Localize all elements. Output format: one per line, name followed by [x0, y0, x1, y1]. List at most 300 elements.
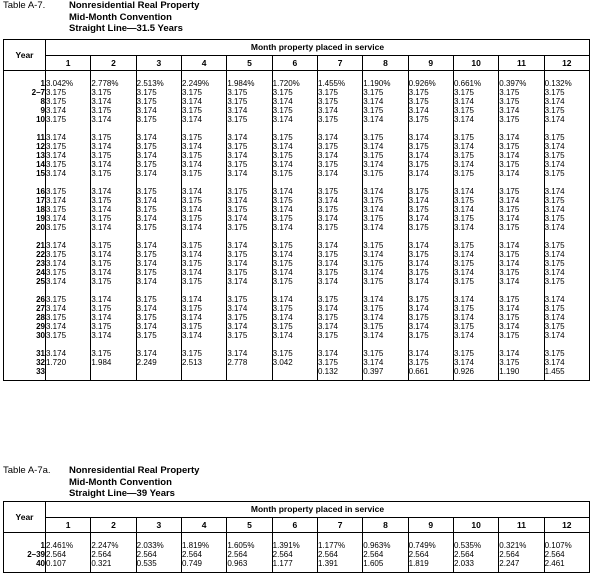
- year-cell: 12: [4, 142, 46, 151]
- rate-cell: 3.174: [136, 151, 181, 160]
- table-row: [4, 322, 590, 331]
- rate-cell: 3.174: [544, 205, 589, 214]
- rate-cell: 3.175: [499, 97, 544, 106]
- rate-cell: [46, 367, 91, 381]
- rate-cell: 3.174: [544, 331, 589, 340]
- year-cell: 25: [4, 277, 46, 286]
- rate-cell: [136, 367, 181, 381]
- year-cell: 21: [4, 241, 46, 250]
- rate-cell: 3.174: [499, 277, 544, 286]
- table-row: [4, 250, 590, 259]
- rate-cell: 3.174: [91, 331, 136, 340]
- rate-cell: 3.174: [227, 151, 272, 160]
- rate-cell: 3.175: [227, 97, 272, 106]
- rate-cell: 3.175: [181, 322, 226, 331]
- rate-cell: 1.605%: [227, 533, 272, 551]
- month-column-header: 12: [544, 518, 589, 533]
- rate-cell: 2.564: [544, 550, 589, 559]
- table-title: [69, 465, 199, 500]
- spacer-cell: [91, 124, 136, 133]
- rate-cell: 3.174: [317, 106, 362, 115]
- spacer-cell: [544, 286, 589, 295]
- rate-cell: 3.175: [453, 349, 498, 358]
- rate-cell: 3.174: [408, 277, 453, 286]
- year-cell: 11: [4, 133, 46, 142]
- rate-cell: 3.175: [227, 250, 272, 259]
- rate-cell: 3.174: [46, 169, 91, 178]
- table-row: [4, 550, 590, 559]
- rate-cell: 3.175: [46, 331, 91, 340]
- spacer-cell: [272, 286, 317, 295]
- rate-cell: 3.175: [544, 349, 589, 358]
- rate-cell: 3.174: [363, 268, 408, 277]
- rate-cell: 3.175: [408, 313, 453, 322]
- rate-cell: 3.175: [408, 88, 453, 97]
- spacer-cell: [544, 340, 589, 349]
- rate-cell: 3.175: [46, 313, 91, 322]
- rate-cell: [181, 367, 226, 381]
- table-row: [4, 151, 590, 160]
- rate-cell: 1.190%: [363, 71, 408, 89]
- rate-cell: 3.174: [91, 250, 136, 259]
- rate-cell: 0.397: [363, 367, 408, 381]
- rate-cell: 3.174: [408, 349, 453, 358]
- rate-cell: 3.174: [181, 160, 226, 169]
- rate-cell: 3.175: [181, 241, 226, 250]
- rate-cell: 2.564: [363, 550, 408, 559]
- year-cell: 10: [4, 115, 46, 124]
- rate-cell: 3.174: [453, 142, 498, 151]
- rate-cell: 3.175: [453, 277, 498, 286]
- rate-cell: 3.175: [272, 106, 317, 115]
- rate-cell: 3.174: [499, 169, 544, 178]
- rate-cell: 2.564: [453, 550, 498, 559]
- year-cell: 27: [4, 304, 46, 313]
- spacer-cell: [499, 286, 544, 295]
- rate-cell: 3.175: [136, 205, 181, 214]
- spacer-cell: [499, 340, 544, 349]
- rate-cell: 2.249%: [181, 71, 226, 89]
- month-column-header: 11: [499, 518, 544, 533]
- rate-cell: 3.174: [227, 349, 272, 358]
- rate-cell: 2.564: [181, 550, 226, 559]
- rate-cell: 3.174: [181, 223, 226, 232]
- month-column-header: 10: [453, 518, 498, 533]
- rate-cell: 0.107%: [544, 533, 589, 551]
- rate-cell: 3.175: [46, 205, 91, 214]
- spacer-cell: [408, 340, 453, 349]
- table-a7a-block: [0, 465, 595, 568]
- rate-cell: 3.175: [272, 277, 317, 286]
- rate-cell: 3.175: [46, 115, 91, 124]
- table-row: [4, 533, 590, 551]
- spacer-cell: [544, 124, 589, 133]
- rate-cell: 1.819%: [181, 533, 226, 551]
- rate-cell: 3.175: [227, 205, 272, 214]
- header-row: [4, 502, 590, 518]
- rate-cell: 3.174: [363, 205, 408, 214]
- rate-cell: 3.174: [136, 259, 181, 268]
- spacer-cell: [363, 286, 408, 295]
- year-cell: 19: [4, 214, 46, 223]
- spacer-cell: [363, 124, 408, 133]
- year-header: Year: [4, 502, 46, 533]
- month-column-header: 7: [317, 518, 362, 533]
- month-column-header: 8: [363, 518, 408, 533]
- rate-cell: 3.174: [227, 277, 272, 286]
- spacer-cell: [408, 124, 453, 133]
- table-title: [69, 0, 199, 35]
- rate-cell: 3.175: [272, 322, 317, 331]
- rate-cell: 2.564: [136, 550, 181, 559]
- year-header: Year: [4, 40, 46, 71]
- rate-cell: 3.174: [408, 214, 453, 223]
- spacer-cell: [408, 232, 453, 241]
- rate-cell: 3.175: [453, 88, 498, 97]
- rate-cell: 1.984%: [227, 71, 272, 89]
- month-column-header: 9: [408, 518, 453, 533]
- rate-cell: 3.175: [46, 160, 91, 169]
- year-cell: 23: [4, 259, 46, 268]
- spacer-cell: [453, 340, 498, 349]
- rate-cell: 3.174: [363, 250, 408, 259]
- rate-cell: 3.174: [544, 142, 589, 151]
- rate-cell: 3.174: [181, 187, 226, 196]
- rate-cell: 0.963%: [363, 533, 408, 551]
- rate-cell: 3.175: [363, 151, 408, 160]
- rate-cell: 0.749%: [408, 533, 453, 551]
- group-spacer: [4, 286, 590, 295]
- spacer-cell: [499, 178, 544, 187]
- month-column-header: 11: [499, 56, 544, 71]
- rate-cell: 3.175: [363, 277, 408, 286]
- rate-cell: 3.175: [453, 196, 498, 205]
- rate-cell: 3.175: [499, 88, 544, 97]
- rate-cell: 3.175: [272, 196, 317, 205]
- rate-cell: 3.174: [544, 160, 589, 169]
- table-title-line: Straight Line—31.5 Years: [69, 23, 183, 34]
- rate-cell: 2.564: [499, 550, 544, 559]
- spacer-cell: [91, 286, 136, 295]
- rate-cell: 3.174: [544, 358, 589, 367]
- rate-cell: 3.175: [499, 142, 544, 151]
- rate-cell: 3.174: [46, 322, 91, 331]
- rate-cell: 3.174: [136, 169, 181, 178]
- rate-cell: 3.175: [46, 88, 91, 97]
- spacer-cell: [363, 232, 408, 241]
- rate-cell: 3.175: [453, 151, 498, 160]
- spacer-cell: [227, 124, 272, 133]
- rate-cell: 3.175: [136, 313, 181, 322]
- rate-cell: 2.461%: [46, 533, 91, 551]
- rate-cell: 1.177: [272, 559, 317, 573]
- rate-cell: 3.174: [499, 133, 544, 142]
- rate-cell: 3.175: [46, 223, 91, 232]
- table-row: [4, 88, 590, 97]
- table-row: [4, 133, 590, 142]
- rate-cell: 3.175: [408, 250, 453, 259]
- rate-cell: 3.174: [46, 304, 91, 313]
- month-column-header: 5: [227, 518, 272, 533]
- spacer-cell: [227, 286, 272, 295]
- table-row: [4, 313, 590, 322]
- rate-cell: 3.175: [544, 196, 589, 205]
- rate-cell: 3.174: [272, 313, 317, 322]
- rate-cell: 3.174: [363, 187, 408, 196]
- rate-cell: 3.175: [499, 187, 544, 196]
- rate-cell: 3.175: [317, 268, 362, 277]
- table-caption: [0, 465, 595, 505]
- rate-cell: 3.174: [363, 115, 408, 124]
- rate-cell: 3.175: [91, 304, 136, 313]
- spacer-cell: [227, 178, 272, 187]
- rate-cell: 3.175: [499, 313, 544, 322]
- month-column-header: 4: [181, 56, 226, 71]
- spacer-cell: [181, 286, 226, 295]
- rate-cell: 3.174: [408, 241, 453, 250]
- rate-cell: 3.175: [181, 106, 226, 115]
- rate-cell: 3.175: [181, 196, 226, 205]
- rate-cell: 3.174: [181, 142, 226, 151]
- table-title-line: Mid-Month Convention: [69, 11, 172, 23]
- rate-cell: 3.175: [544, 322, 589, 331]
- rate-cell: 3.174: [499, 322, 544, 331]
- spacer-cell: [181, 178, 226, 187]
- year-cell: 2–7: [4, 88, 46, 97]
- rate-cell: 3.175: [317, 88, 362, 97]
- year-cell: 1: [4, 533, 46, 551]
- rate-cell: 3.175: [453, 214, 498, 223]
- rate-cell: [91, 367, 136, 381]
- rate-cell: 3.175: [363, 196, 408, 205]
- rate-cell: 1.391: [317, 559, 362, 573]
- rate-cell: 3.174: [46, 196, 91, 205]
- table-row: [4, 268, 590, 277]
- rate-cell: 2.247: [499, 559, 544, 573]
- rate-cell: 3.174: [272, 142, 317, 151]
- rate-cell: 3.174: [499, 151, 544, 160]
- rate-cell: 3.175: [317, 115, 362, 124]
- spacer-cell: [453, 178, 498, 187]
- rate-cell: 3.174: [91, 268, 136, 277]
- rate-cell: 3.174: [272, 97, 317, 106]
- rate-cell: 3.175: [317, 331, 362, 340]
- rate-cell: 3.174: [453, 223, 498, 232]
- rate-cell: 3.174: [181, 313, 226, 322]
- spacer-cell: [136, 286, 181, 295]
- rate-cell: 3.175: [181, 88, 226, 97]
- rate-cell: 3.174: [136, 196, 181, 205]
- spacer-cell: [363, 178, 408, 187]
- rate-cell: 0.749: [181, 559, 226, 573]
- rate-cell: 3.175: [408, 295, 453, 304]
- rate-cell: 0.397%: [499, 71, 544, 89]
- rate-cell: 3.175: [181, 349, 226, 358]
- table-row: [4, 142, 590, 151]
- rate-cell: 3.175: [453, 169, 498, 178]
- rate-cell: 2.564: [317, 550, 362, 559]
- rate-cell: 3.175: [499, 160, 544, 169]
- rate-cell: 2.564: [46, 550, 91, 559]
- rate-cell: 2.564: [408, 550, 453, 559]
- rate-cell: 3.175: [272, 259, 317, 268]
- rate-cell: 3.174: [272, 205, 317, 214]
- table-row: [4, 223, 590, 232]
- month-column-header: 3: [136, 56, 181, 71]
- month-column-header: 8: [363, 56, 408, 71]
- rate-cell: 0.535: [136, 559, 181, 573]
- rate-cell: 3.175: [227, 142, 272, 151]
- rate-cell: 3.175: [499, 223, 544, 232]
- rate-cell: 3.174: [317, 304, 362, 313]
- table-row: [4, 169, 590, 178]
- rate-cell: 3.174: [272, 115, 317, 124]
- rate-cell: 3.175: [227, 223, 272, 232]
- spacer-cell: [272, 232, 317, 241]
- depreciation-table: [3, 39, 590, 381]
- spacer-cell: [46, 232, 91, 241]
- rate-cell: 3.175: [91, 133, 136, 142]
- rate-cell: 3.175: [91, 349, 136, 358]
- rate-cell: 3.174: [499, 304, 544, 313]
- rate-cell: 3.174: [499, 214, 544, 223]
- group-spacer: [4, 340, 590, 349]
- spacer-cell: [453, 124, 498, 133]
- year-cell: 2–39: [4, 550, 46, 559]
- rate-cell: 3.175: [363, 259, 408, 268]
- rate-cell: 3.175: [317, 160, 362, 169]
- rate-cell: 3.174: [499, 196, 544, 205]
- table-header: [4, 40, 590, 71]
- table-row: [4, 304, 590, 313]
- rate-cell: 3.174: [544, 268, 589, 277]
- year-cell: 29: [4, 322, 46, 331]
- spacer-cell: [181, 232, 226, 241]
- rate-cell: 3.175: [408, 97, 453, 106]
- rate-cell: 3.174: [136, 214, 181, 223]
- rate-cell: 3.174: [136, 106, 181, 115]
- spacer-cell: [317, 340, 362, 349]
- rate-cell: 3.175: [453, 304, 498, 313]
- rate-cell: 3.174: [227, 241, 272, 250]
- spacer-cell: [91, 340, 136, 349]
- year-cell: 14: [4, 160, 46, 169]
- rate-cell: 3.175: [544, 214, 589, 223]
- rate-cell: 3.174: [272, 160, 317, 169]
- rate-cell: 1.455%: [317, 71, 362, 89]
- rate-cell: 3.174: [363, 160, 408, 169]
- rate-cell: 3.175: [363, 133, 408, 142]
- rate-cell: 0.321%: [499, 533, 544, 551]
- rate-cell: 3.175: [91, 322, 136, 331]
- rate-cell: 3.174: [317, 349, 362, 358]
- rate-cell: 3.042: [272, 358, 317, 367]
- table-row: [4, 115, 590, 124]
- spacer-cell: [4, 340, 46, 349]
- rate-cell: 3.175: [272, 133, 317, 142]
- rate-cell: 3.174: [453, 250, 498, 259]
- year-cell: 17: [4, 196, 46, 205]
- rate-cell: 3.174: [544, 295, 589, 304]
- rate-cell: 3.174: [317, 133, 362, 142]
- rate-cell: 3.174: [453, 115, 498, 124]
- year-cell: 24: [4, 268, 46, 277]
- month-column-header: 1: [46, 56, 91, 71]
- rate-cell: 3.175: [408, 187, 453, 196]
- rate-cell: 3.175: [136, 88, 181, 97]
- rate-cell: 3.174: [46, 151, 91, 160]
- rate-cell: 3.174: [136, 349, 181, 358]
- rate-cell: 3.175: [136, 160, 181, 169]
- spacer-cell: [499, 124, 544, 133]
- year-cell: 26: [4, 295, 46, 304]
- rate-cell: 2.778: [227, 358, 272, 367]
- rate-cell: 3.175: [544, 106, 589, 115]
- rate-cell: 3.175: [272, 151, 317, 160]
- rate-cell: 2.249: [136, 358, 181, 367]
- rate-cell: 3.175: [317, 358, 362, 367]
- year-cell: 18: [4, 205, 46, 214]
- rate-cell: 3.175: [272, 169, 317, 178]
- spacer-cell: [499, 232, 544, 241]
- rate-cell: 3.174: [317, 214, 362, 223]
- rate-cell: 3.174: [408, 106, 453, 115]
- table-row: [4, 214, 590, 223]
- rate-cell: 1.605: [363, 559, 408, 573]
- rate-cell: 3.174: [46, 241, 91, 250]
- rate-cell: 3.175: [363, 304, 408, 313]
- year-cell: 13: [4, 151, 46, 160]
- rate-cell: 3.175: [408, 331, 453, 340]
- rate-cell: 1.190: [499, 367, 544, 381]
- rate-cell: 3.174: [272, 250, 317, 259]
- rate-cell: 3.174: [91, 160, 136, 169]
- rate-cell: 3.175: [46, 97, 91, 106]
- rate-cell: 3.175: [181, 214, 226, 223]
- rate-cell: 3.175: [136, 268, 181, 277]
- rate-cell: 3.175: [91, 169, 136, 178]
- rate-cell: 3.174: [272, 295, 317, 304]
- rate-cell: 3.175: [544, 304, 589, 313]
- rate-cell: 3.175: [317, 250, 362, 259]
- rate-cell: 3.175: [499, 358, 544, 367]
- rate-cell: 3.175: [181, 304, 226, 313]
- rate-cell: 1.720%: [272, 71, 317, 89]
- spacer-cell: [272, 124, 317, 133]
- rate-cell: 3.174: [453, 313, 498, 322]
- rate-cell: 3.175: [363, 88, 408, 97]
- year-cell: 33: [4, 367, 46, 381]
- rate-cell: 3.175: [272, 88, 317, 97]
- rate-cell: 3.175: [136, 142, 181, 151]
- spacer-cell: [363, 340, 408, 349]
- rate-cell: 3.174: [136, 304, 181, 313]
- rate-cell: 3.175: [408, 205, 453, 214]
- month-header: Month property placed in service: [46, 502, 590, 518]
- rate-cell: 3.175: [408, 115, 453, 124]
- month-column-header: 3: [136, 518, 181, 533]
- rate-cell: 3.174: [363, 97, 408, 106]
- rate-cell: 2.033%: [136, 533, 181, 551]
- table-header: [4, 502, 590, 533]
- rate-cell: 2.564: [91, 550, 136, 559]
- table-row: [4, 196, 590, 205]
- rate-cell: 0.926%: [408, 71, 453, 89]
- rate-cell: 3.174: [544, 250, 589, 259]
- rate-cell: 3.174: [272, 187, 317, 196]
- spacer-cell: [408, 178, 453, 187]
- rate-cell: 3.174: [453, 205, 498, 214]
